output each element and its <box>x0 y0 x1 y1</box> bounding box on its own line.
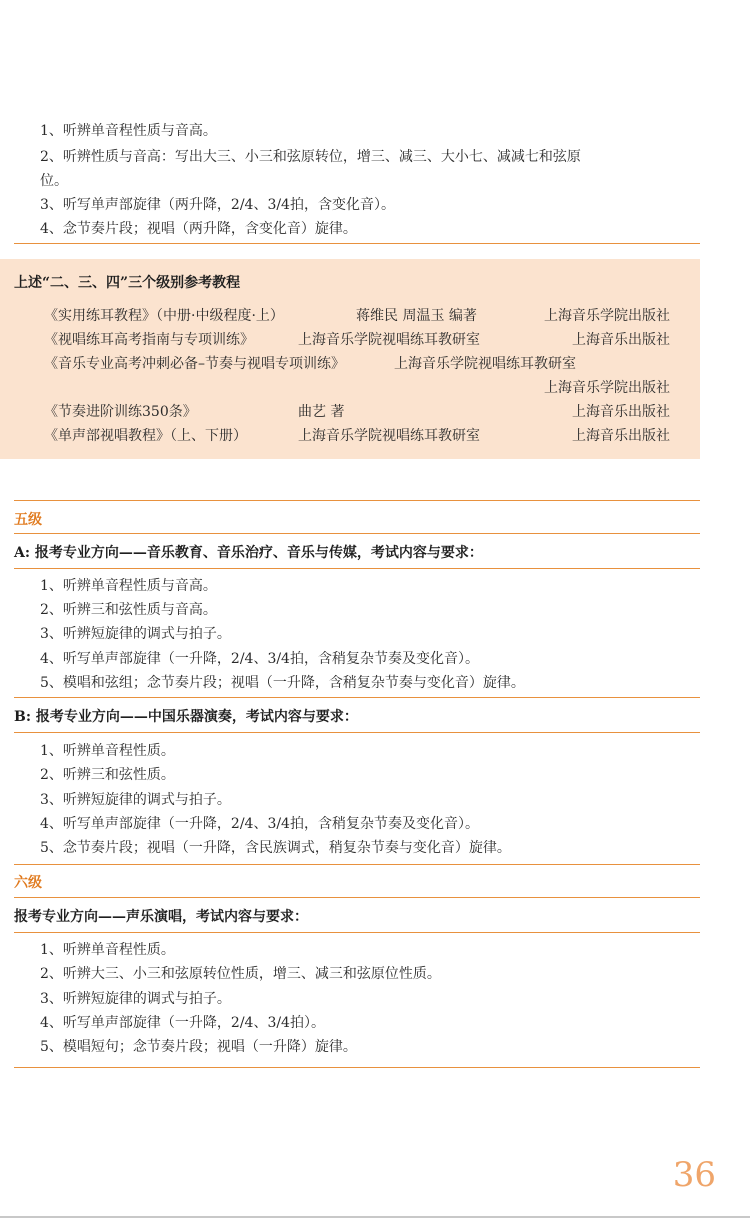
level5-b-item-4: 4、听写单声部旋律（一升降，2/4、3/4拍，含稍复杂节奏及变化音）。 <box>40 816 479 832</box>
reference-author: 上海音乐学院视唱练耳教研室 <box>298 428 480 444</box>
reference-book: 《实用练耳教程》（中册·中级程度·上） <box>44 308 284 324</box>
level6-item-3: 3、听辨短旋律的调式与拍子。 <box>40 991 231 1007</box>
level5-b-item-2: 2、听辨三和弦性质。 <box>40 767 175 783</box>
reference-title: 上述“二、三、四”三个级别参考教程 <box>14 275 241 291</box>
level5-a-item-1: 1、听辨单音程性质与音高。 <box>40 578 217 594</box>
level5-title: 五级 <box>14 512 42 528</box>
divider <box>14 697 700 698</box>
level5-a-item-5: 5、模唱和弦组；念节奏片段；视唱（一升降，含稍复杂节奏与变化音）旋律。 <box>40 675 525 691</box>
divider <box>14 864 700 865</box>
divider <box>14 1067 700 1068</box>
reference-row <box>44 400 670 424</box>
page-number: 36 <box>672 1155 716 1195</box>
reference-book: 《视唱练耳高考指南与专项训练》 <box>44 332 254 348</box>
reference-book: 《音乐专业高考冲刺必备–节奏与视唱专项训练》 <box>44 356 345 372</box>
level5-b-item-3: 3、听辨短旋律的调式与拍子。 <box>40 792 231 808</box>
level5-b-item-5: 5、念节奏片段；视唱（一升降，含民族调式，稍复杂节奏与变化音）旋律。 <box>40 840 511 856</box>
reference-publisher: 上海音乐出版社 <box>572 428 670 444</box>
top-item-4: 4、念节奏片段；视唱（两升降，含变化音）旋律。 <box>40 221 357 237</box>
level5-a-item-4: 4、听写单声部旋律（一升降，2/4、3/4拍，含稍复杂节奏及变化音）。 <box>40 651 479 667</box>
divider <box>14 932 700 933</box>
reference-row <box>44 328 670 352</box>
level5-a-heading: A: 报考专业方向——音乐教育、音乐治疗、音乐与传媒，考试内容与要求： <box>14 545 483 561</box>
level6-title: 六级 <box>14 875 42 891</box>
reference-row <box>44 304 670 328</box>
reference-row <box>44 424 670 448</box>
level6-item-4: 4、听写单声部旋律（一升降，2/4、3/4拍）。 <box>40 1015 325 1031</box>
divider <box>14 500 700 501</box>
top-item-2-cont: 位。 <box>40 173 68 189</box>
level6-item-1: 1、听辨单音程性质。 <box>40 942 175 958</box>
level6-item-5: 5、模唱短句；念节奏片段；视唱（一升降）旋律。 <box>40 1039 357 1055</box>
divider <box>14 243 700 244</box>
divider <box>14 568 700 569</box>
reference-author: 曲艺 著 <box>298 404 345 420</box>
reference-book: 《节奏进阶训练350条》 <box>44 404 197 420</box>
divider <box>14 732 700 733</box>
level6-heading: 报考专业方向——声乐演唱，考试内容与要求： <box>14 909 308 925</box>
level6-item-2: 2、听辨大三、小三和弦原转位性质，增三、减三和弦原位性质。 <box>40 966 441 982</box>
reference-publisher: 上海音乐学院出版社 <box>544 308 670 324</box>
reference-publisher: 上海音乐出版社 <box>572 332 670 348</box>
divider <box>14 897 700 898</box>
reference-book: 《单声部视唱教程》（上、下册） <box>44 428 247 444</box>
reference-publisher: 上海音乐学院出版社 <box>544 380 670 396</box>
reference-row <box>44 352 670 376</box>
level5-a-item-3: 3、听辨短旋律的调式与拍子。 <box>40 626 231 642</box>
reference-row <box>44 376 670 400</box>
top-item-2: 2、听辨性质与音高：写出大三、小三和弦原转位，增三、减三、大小七、减减七和弦原 <box>40 149 581 165</box>
level5-a-item-2: 2、听辨三和弦性质与音高。 <box>40 602 217 618</box>
reference-author: 蒋维民 周温玉 编著 <box>356 308 477 324</box>
level5-b-item-1: 1、听辨单音程性质。 <box>40 743 175 759</box>
level5-b-heading: B: 报考专业方向——中国乐器演奏，考试内容与要求： <box>14 709 358 725</box>
top-item-1: 1、听辨单音程性质与音高。 <box>40 123 217 139</box>
reference-author: 上海音乐学院视唱练耳教研室 <box>394 356 576 372</box>
top-item-3: 3、听写单声部旋律（两升降，2/4、3/4拍，含变化音）。 <box>40 197 395 213</box>
divider <box>14 533 700 534</box>
reference-author: 上海音乐学院视唱练耳教研室 <box>298 332 480 348</box>
reference-publisher: 上海音乐出版社 <box>572 404 670 420</box>
